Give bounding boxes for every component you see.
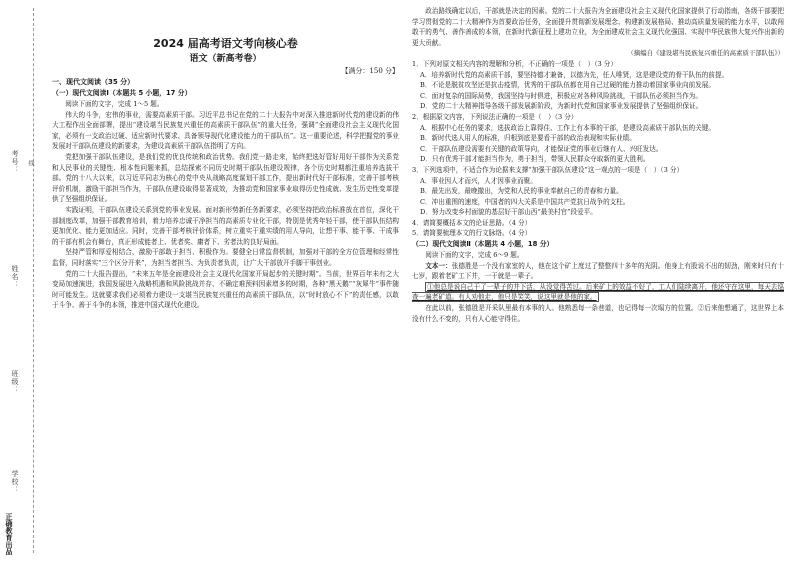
- question-3-option-b: B．最先出发，最晚撤出，为党和人民的事业奉献自己的青春和力量。: [420, 187, 623, 196]
- subsection-heading: （一）现代文阅读Ⅰ（本题共 5 小题，17 分）: [52, 89, 192, 97]
- question-2-option-a: A．根据中心任务的要求，选拔政治上靠得住、工作上有本事的干部，是建设高素质干部队伍的关键。: [420, 123, 715, 132]
- exam-title: 2024 届高考语文考向核心卷: [153, 37, 298, 50]
- subsection-heading-2: （二）现代文阅读Ⅱ（本题共 4 小题，18 分）: [412, 240, 554, 249]
- question-2-option-d: D．只有优秀干部才能担当作为，勇于担当，带领人民群众夺取新的更大胜利。: [420, 155, 650, 164]
- underlined-passage: ①他总是说自己干了一辈子的井下活，从没觉得苦过。后来矿上的效益不好了，工人们陆续离开，他还守在这里，每天去巡查一遍老矿道。有人劝他走，他只是笑笑，说这里就是他的家。: [412, 282, 784, 302]
- question-1-option-c: C．面对复杂的国际局势，我国坚持与时俱进，积极应对各种风险挑战，干部队伍必须担当作为。: [420, 91, 702, 100]
- passage-paragraph: 党的二十大报告提出，“未来五年是全面建设社会主义现代化国家开局起步的关键时期”。当前，世界百年未有之大变局加速演进，我国发展进入战略机遇和风险挑战并存、不确定难预料因素增多的时期，各种“黑天鹅”“灰犀牛”事件随时可能发生。这就要求我们必须着力建设一支堪当民族复兴重任的高素质干部队伍，以“时时放心不下”的责任感，以敢于斗争、善于斗争的本领，推进中国式现代化建设。: [52, 269, 399, 310]
- question-4: 4．请简要概括本文的论证思路。（4 分）: [412, 218, 532, 227]
- question-3: 3．下列选项中，不适合作为论据来支撑“加强干部队伍建设”这一观点的一项是（ ）（3 分）: [412, 165, 684, 174]
- question-3-option-d: D．努力改变乡村面貌的基层好干部山西“最美村官”段爱平。: [420, 208, 597, 217]
- section-heading: 一、现代文阅读（35 分）: [52, 78, 135, 86]
- binding-label-school: 学校：: [11, 470, 19, 494]
- reading-instruction-2: 阅读下面的文字，完成 6～9 题。: [425, 251, 524, 260]
- left-column: [52, 6, 399, 311]
- fold-line-mark: 线: [27, 160, 34, 166]
- text-one-label: 文本一：: [425, 261, 452, 270]
- binding-label-exam-no: 考号：: [11, 150, 19, 174]
- passage-source: （摘编自《建设堪当民族复兴重任的高素质干部队伍》）: [627, 49, 784, 58]
- question-2-option-b: B．新时代选人用人的标准，归根到底是要看干部的政治表现和实际业绩。: [420, 134, 636, 143]
- question-2: 2．根据原文内容，下列说法正确的一项是（ ）（3 分）: [412, 112, 578, 121]
- total-score: 【满分：150 分】: [341, 67, 399, 75]
- question-5: 5．请简要梳理本文的行文脉络。（4 分）: [412, 229, 532, 238]
- text-one-body: 张德胜是一个没有家室的人，他在这个矿上度过了整整四十多年的光阴。他身上有股说不出的韧劲，刚来时只有十七岁，跟着老矿工下井，一干就是一辈子。: [412, 261, 785, 281]
- reading-instruction: 阅读下面的文字，完成 1～5 题。: [65, 100, 164, 108]
- text-one-paragraph: 在此以前，张德胜是开采队里最有本事的人。他熟悉每一条巷道，也记得每一次塌方的位置。②后来他想通了，这世界上本没有什么不变的，只有人心能守得住。: [412, 304, 784, 323]
- passage-paragraph: 坚持严管和厚爱相结合，激励干部敢于担当、积极作为。要健全日常监督机制，加强对干部的全方位管理和经常性监督，同时落实“三个区分开来”，为担当者担当、为负责者负责，让广大干部放开手脚干事创业。: [52, 248, 399, 267]
- question-2-option-c: C．干部队伍建设需要有关键的政策导向，才能保证党的事业后继有人、兴旺发达。: [420, 144, 663, 153]
- text-one-paragraph: [412, 282, 784, 303]
- right-column: [412, 6, 784, 324]
- publisher-stamp: 正确教育出品: [5, 513, 14, 555]
- binding-label-name: 姓名：: [11, 265, 19, 289]
- passage-paragraph: 实践证明，干部队伍建设关系到党的事业发展。面对新形势新任务新要求，必须坚持把政治标准放在首位，深化干部制度改革，加强干部教育培训，着力培养忠诚干净担当的高素质专业化干部，特别是优秀年轻干部，使干部队伍结构更加优化、能力更加适应。同时，完善干部考核评价体系，树立重实干重实绩的用人导向，让想干事、能干事、干成事的干部有机会有舞台，真正形成能者上、优者奖、庸者下、劣者汰的良好局面。: [52, 205, 399, 246]
- question-1: 1．下列对原文相关内容的理解和分析，不正确的一项是（ ）（3 分）: [412, 59, 617, 68]
- text-one-paragraph: [412, 261, 784, 282]
- passage-paragraph: 政治路线确定以后，干部就是决定的因素。党的二十大报告为全面建设社会主义现代化国家提供了行动指南，各级干部要把学习贯彻党的二十大精神作为首要政治任务，全面提升贯彻新发展理念、构建新发展格局、推动高质量发展的能力水平，以敢闯敢干的勇气、善作善成的本领，在新时代新征程上建功立业，为全面建成社会主义现代化强国、实现中华民族伟大复兴作出新的更大贡献。: [412, 7, 784, 47]
- question-1-option-b: B．不论是脱贫攻坚还是抗击疫情，优秀的干部队伍都在用自己过硬的能力推动着国家事业向前发展。: [420, 81, 715, 90]
- binding-margin: [0, 0, 44, 561]
- passage-paragraph: 党把加强干部队伍建设，是我们党的优良传统和政治优势。我们党一路走来，始终把选好管好用好干部作为关系党和人民事业的关键性、根本性问题来抓，总结探索不同历史时期干部队伍建设规律，各个历史时期都注重培养选拔干部。党的十八大以来，以习近平同志为核心的党中央从战略高度谋划干部工作，提出新时代好干部标准，完善干部考核评价机制，激励干部担当作为，干部队伍建设取得显著成效，为推动党和国家事业取得历史性成就、发生历史性变革提供了坚强组织保证。: [52, 152, 399, 204]
- passage-paragraph: 伟大的斗争，宏伟的事业，需要高素质干部。习近平总书记在党的二十大报告中对深入推进新时代党的建设新的伟大工程作出全面部署，提出“建设堪当民族复兴重任的高素质干部队伍”的重大任务，强调“全面建设社会主义现代化国家，必须有一支政治过硬、适应新时代要求、具备领导现代化建设能力的干部队伍”。这一重要论述，科学把握党的事业发展对干部队伍建设的新要求，为建设高素质干部队伍指明了方向。: [52, 110, 399, 151]
- question-3-option-a: A．事业因人才而兴，人才因事业而聚。: [420, 176, 537, 185]
- binding-label-class: 班级：: [11, 370, 19, 394]
- question-1-option-d: D．党的二十大精神指导各级干部发展新阶段，为新时代党和国家事业发展提供了坚强组织保证。: [420, 102, 703, 111]
- fold-line: [33, 8, 34, 553]
- question-1-option-a: A．培养新时代党的高素质干部，要坚持德才兼备，以德为先，任人唯贤，这是建设党的骨干队伍的前提。: [420, 70, 729, 79]
- exam-subtitle: 语文（新高考卷）: [189, 54, 262, 64]
- question-3-option-c: C．冲出重围的速度，中国者的四大关系是中国共产党抗日战争的支柱。: [420, 197, 630, 206]
